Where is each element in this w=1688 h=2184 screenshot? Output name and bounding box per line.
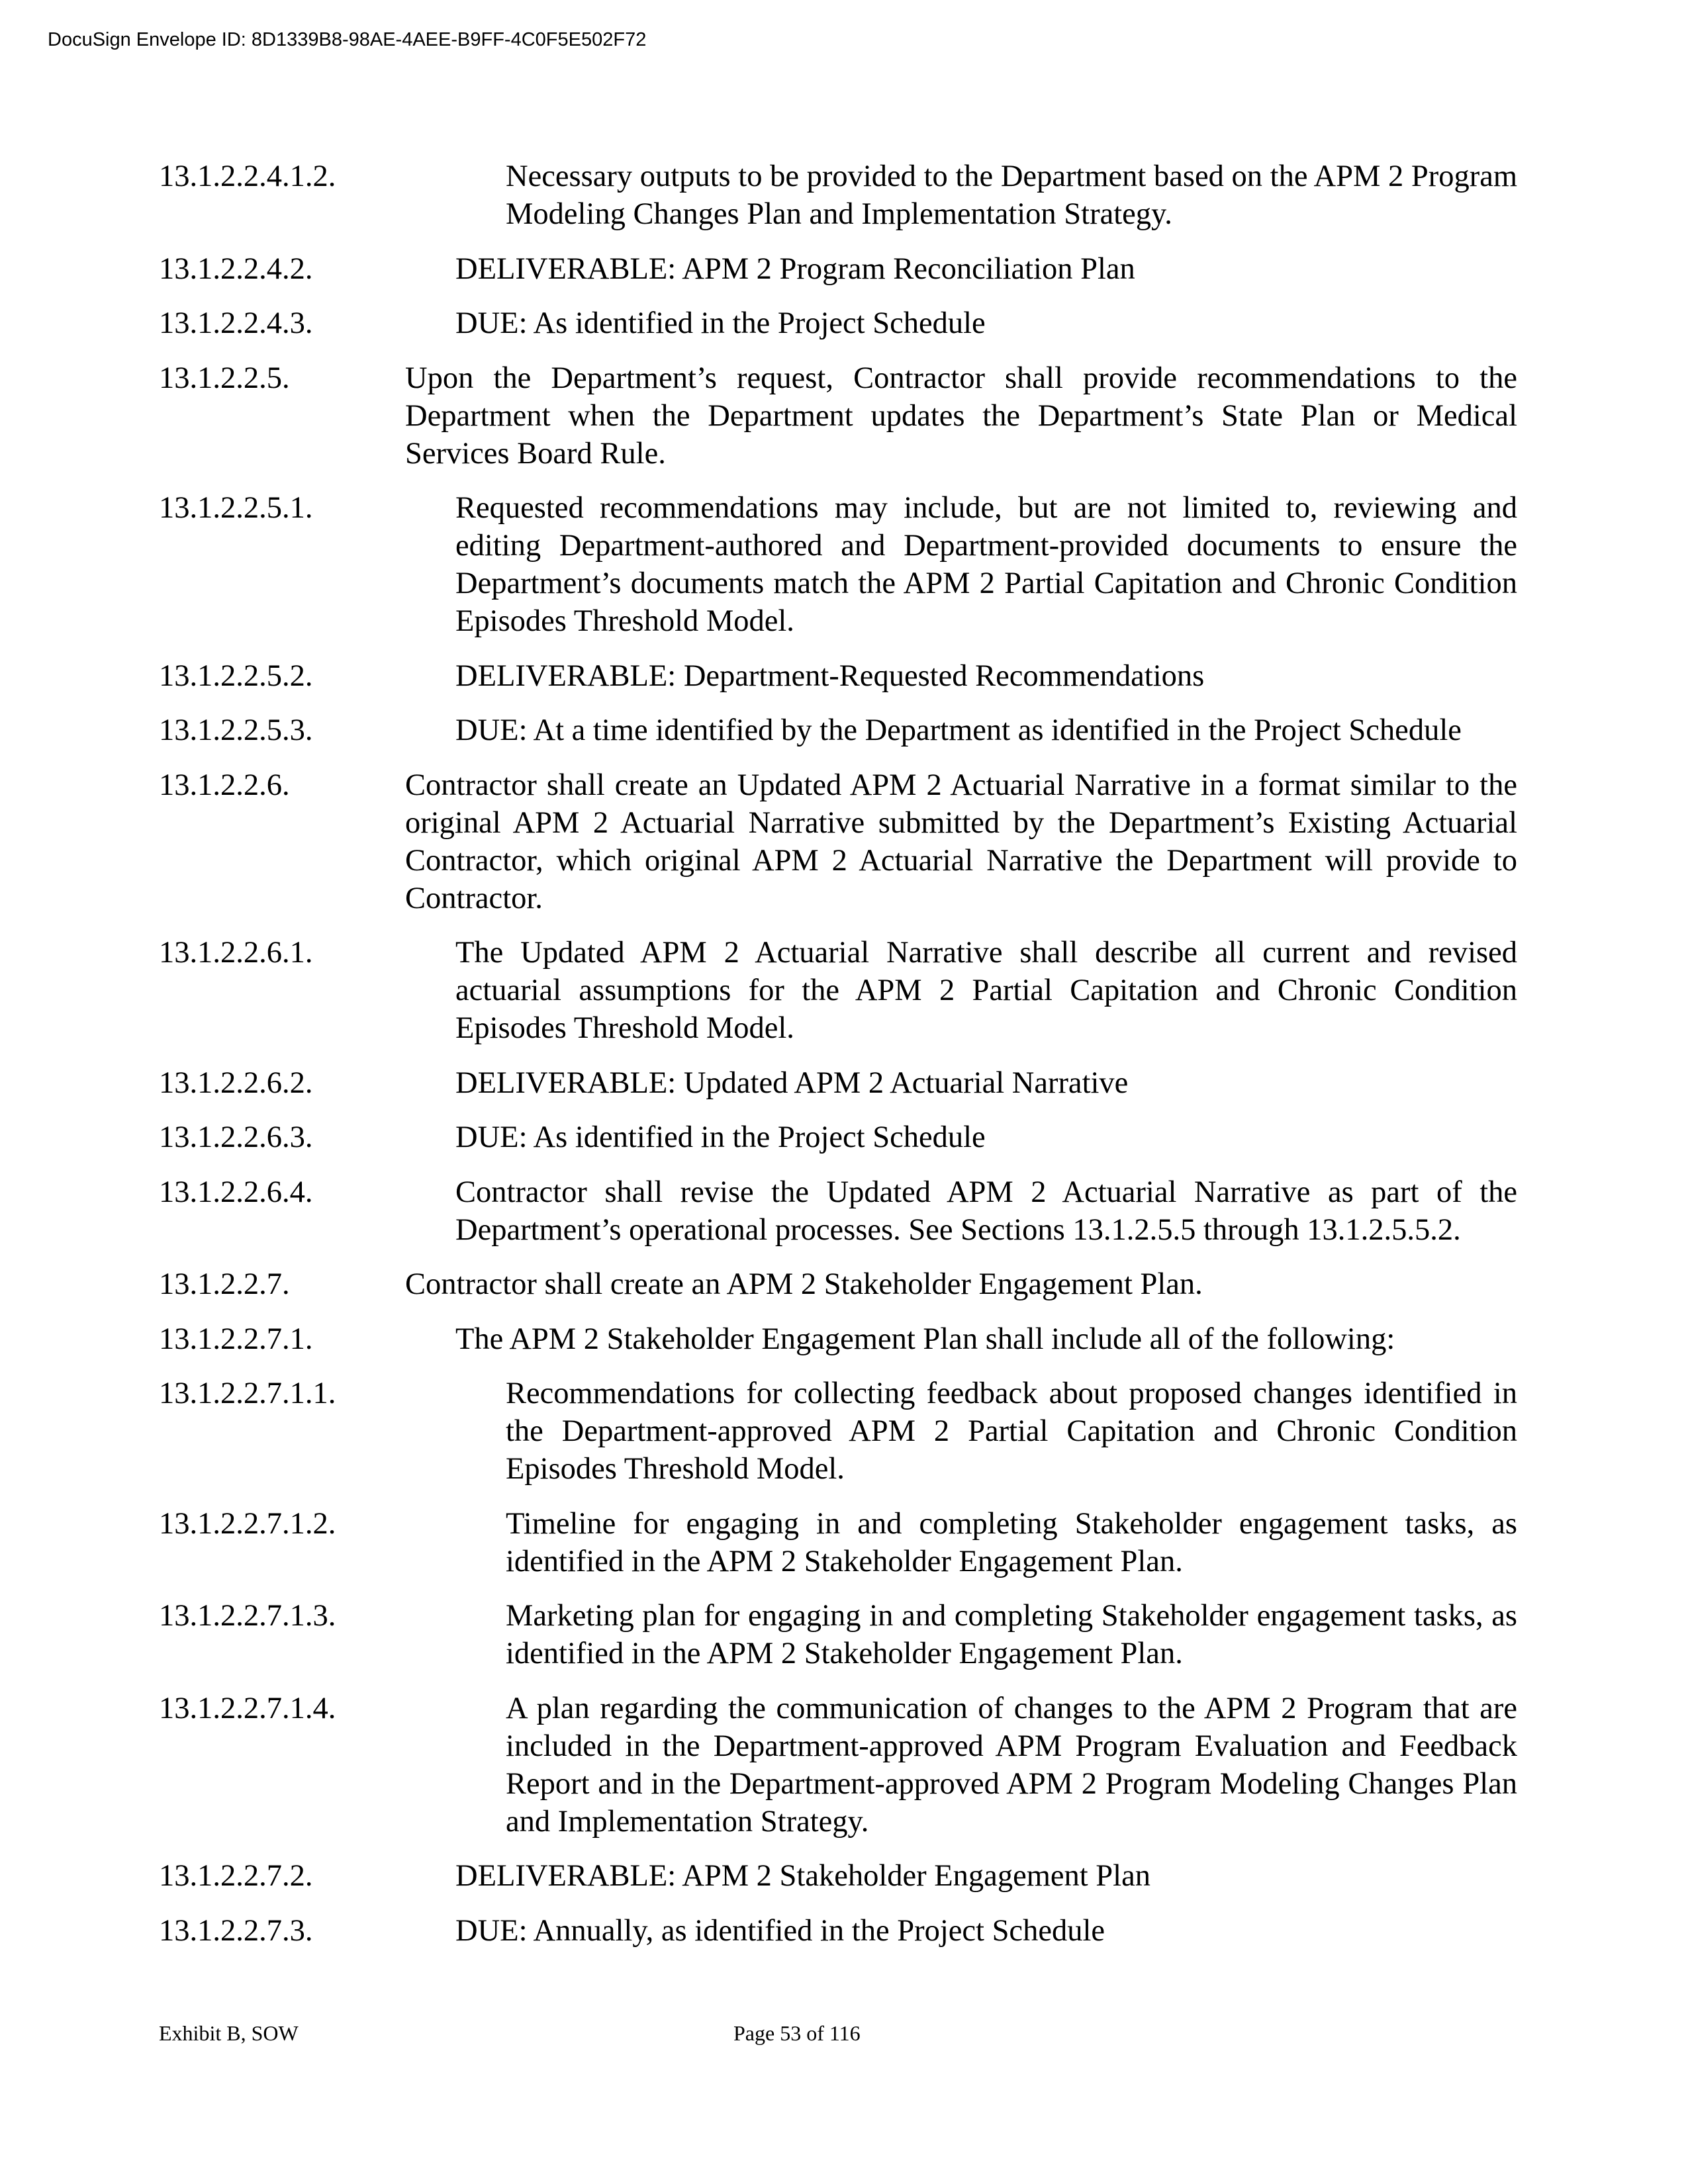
section-number: 13.1.2.2.5.2.: [159, 659, 313, 693]
section-item: [159, 1064, 1517, 1102]
section-text: DELIVERABLE: Department-Requested Recommendations: [455, 659, 1205, 693]
section-item: [159, 1265, 1517, 1303]
section-number: 13.1.2.2.7.1.3.: [159, 1599, 336, 1633]
section-item: [159, 158, 1517, 233]
section-text: Timeline for engaging in and completing Stakeholder engagement tasks, as identified in the APM 2 Stakeholder Engagement Plan.: [506, 1506, 1517, 1578]
section-item: [159, 1690, 1517, 1841]
section-number: 13.1.2.2.7.1.1.: [159, 1377, 336, 1410]
section-number: 13.1.2.2.5.3.: [159, 713, 313, 747]
section-text: DELIVERABLE: APM 2 Program Reconciliation Plan: [455, 251, 1135, 286]
section-item: [159, 1597, 1517, 1672]
section-number: 13.1.2.2.7.1.4.: [159, 1691, 336, 1725]
section-text: The APM 2 Stakeholder Engagement Plan shall include all of the following:: [455, 1322, 1395, 1356]
section-number: 13.1.2.2.7.2.: [159, 1859, 313, 1893]
section-text: The Updated APM 2 Actuarial Narrative shall describe all current and revised actuarial assumptions for the APM 2 Partial Capitation and Chronic Condition Episodes Threshold Model.: [455, 936, 1517, 1045]
section-number: 13.1.2.2.5.: [159, 361, 290, 395]
section-item: [159, 657, 1517, 695]
section-item: [159, 359, 1517, 473]
section-item: [159, 766, 1517, 917]
sow-section-list: [159, 158, 1517, 1966]
section-item: [159, 1505, 1517, 1580]
section-item: [159, 1857, 1517, 1895]
section-number: 13.1.2.2.6.4.: [159, 1175, 313, 1209]
section-text: Necessary outputs to be provided to the Department based on the APM 2 Program Modeling Changes Plan and Implementation Strategy.: [506, 159, 1517, 231]
docusign-envelope-id: DocuSign Envelope ID: 8D1339B8-98AE-4AEE-B9FF-4C0F5E502F72: [48, 29, 647, 50]
section-item: [159, 1912, 1517, 1950]
section-number: 13.1.2.2.4.1.2.: [159, 159, 336, 193]
footer-page-number: Page 53 of 116: [733, 2021, 861, 2045]
section-number: 13.1.2.2.5.1.: [159, 491, 313, 525]
section-number: 13.1.2.2.7.1.: [159, 1322, 313, 1356]
section-text: DUE: As identified in the Project Schedule: [455, 306, 986, 340]
section-text: DELIVERABLE: APM 2 Stakeholder Engagement Plan: [455, 1859, 1150, 1893]
section-text: DUE: As identified in the Project Schedule: [455, 1120, 986, 1154]
section-item: [159, 489, 1517, 640]
section-text: Requested recommendations may include, but are not limited to, reviewing and editing Department-authored and Department-provided documents to ensure the Department’s documents match the APM 2 Partial Capitation and Chronic Condition Episodes Threshold Model.: [455, 491, 1517, 638]
section-text: Recommendations for collecting feedback about proposed changes identified in the Department-approved APM 2 Partial Capitation and Chronic Condition Episodes Threshold Model.: [506, 1377, 1517, 1486]
section-item: [159, 1320, 1517, 1358]
section-text: Contractor shall revise the Updated APM 2 Actuarial Narrative as part of the Department’s operational processes. See Sections 13.1.2.5.5 through 13.1.2.5.5.2.: [455, 1175, 1517, 1247]
section-number: 13.1.2.2.6.3.: [159, 1120, 313, 1154]
section-text: DELIVERABLE: Updated APM 2 Actuarial Narrative: [455, 1066, 1129, 1100]
section-text: DUE: At a time identified by the Department as identified in the Project Schedule: [455, 713, 1462, 747]
section-number: 13.1.2.2.7.: [159, 1267, 290, 1301]
section-item: [159, 1118, 1517, 1156]
section-number: 13.1.2.2.6.: [159, 768, 290, 802]
section-number: 13.1.2.2.4.3.: [159, 306, 313, 340]
section-number: 13.1.2.2.7.3.: [159, 1913, 313, 1948]
section-text: Contractor shall create an APM 2 Stakeholder Engagement Plan.: [405, 1267, 1203, 1301]
footer-exhibit-label: Exhibit B, SOW: [159, 2021, 299, 2045]
section-item: [159, 1173, 1517, 1249]
section-item: [159, 711, 1517, 749]
section-item: [159, 304, 1517, 342]
section-item: [159, 250, 1517, 288]
section-text: Marketing plan for engaging in and completing Stakeholder engagement tasks, as identified in the APM 2 Stakeholder Engagement Plan.: [506, 1599, 1517, 1670]
section-number: 13.1.2.2.7.1.2.: [159, 1506, 336, 1541]
section-item: [159, 934, 1517, 1047]
section-number: 13.1.2.2.6.1.: [159, 936, 313, 970]
section-text: Contractor shall create an Updated APM 2 Actuarial Narrative in a format similar to the original APM 2 Actuarial Narrative submitted by the Department’s Existing Actuarial Contractor, which original APM 2 Actuarial Narrative the Department will provide to Contractor.: [405, 768, 1517, 915]
section-text: DUE: Annually, as identified in the Project Schedule: [455, 1913, 1105, 1948]
section-number: 13.1.2.2.4.2.: [159, 251, 313, 286]
section-text: Upon the Department’s request, Contractor shall provide recommendations to the Department when the Department updates the Department’s State Plan or Medical Services Board Rule.: [405, 361, 1517, 471]
section-number: 13.1.2.2.6.2.: [159, 1066, 313, 1100]
section-text: A plan regarding the communication of changes to the APM 2 Program that are included in the Department-approved APM Program Evaluation and Feedback Report and in the Department-approved APM 2 Program Modeling Changes Plan and Implementation Strategy.: [506, 1691, 1517, 1839]
section-item: [159, 1375, 1517, 1488]
